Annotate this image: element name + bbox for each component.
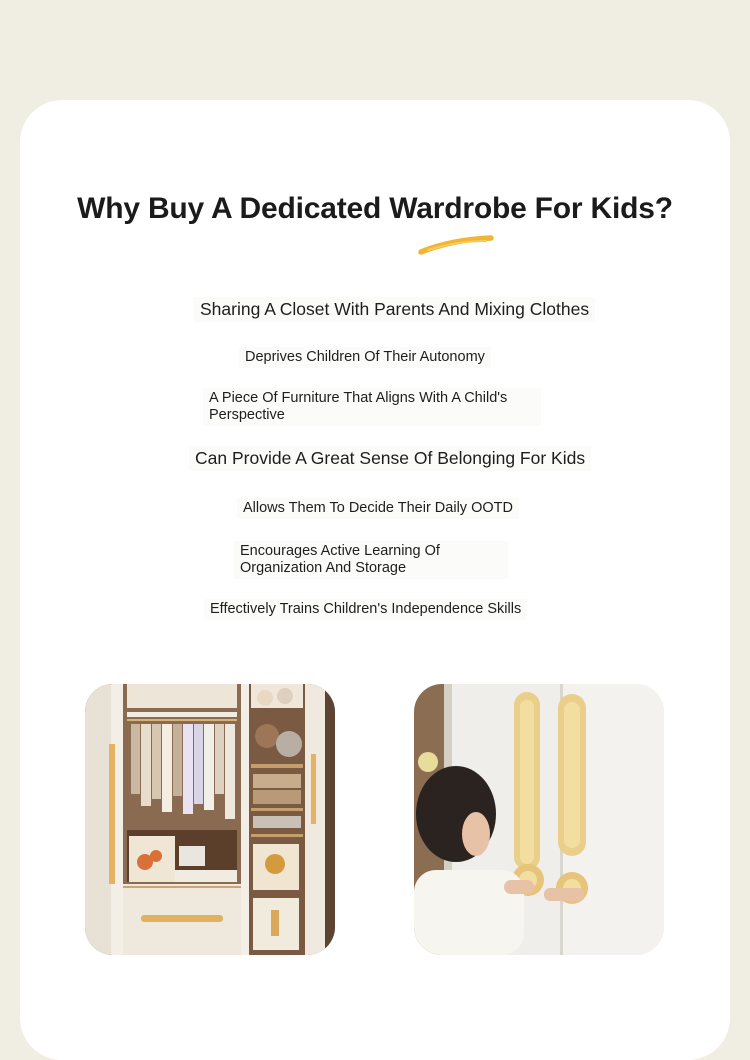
brush-underline-icon — [418, 234, 498, 258]
text-line-5: Allows Them To Decide Their Daily OOTD — [237, 498, 519, 519]
child-opening-wardrobe-photo — [414, 684, 664, 955]
wardrobe-interior-photo — [85, 684, 335, 955]
page-title: Why Buy A Dedicated Wardrobe For Kids? — [77, 192, 673, 225]
text-line-6: Encourages Active Learning Of Organization And Storage — [234, 541, 508, 579]
text-line-2: Deprives Children Of Their Autonomy — [239, 347, 491, 368]
text-line-1: Sharing A Closet With Parents And Mixing Clothes — [194, 297, 595, 322]
text-line-4: Can Provide A Great Sense Of Belonging For Kids — [189, 446, 591, 471]
text-line-7: Effectively Trains Children's Independence Skills — [204, 599, 527, 620]
text-line-3: A Piece Of Furniture That Aligns With A Child's Perspective — [203, 388, 541, 426]
